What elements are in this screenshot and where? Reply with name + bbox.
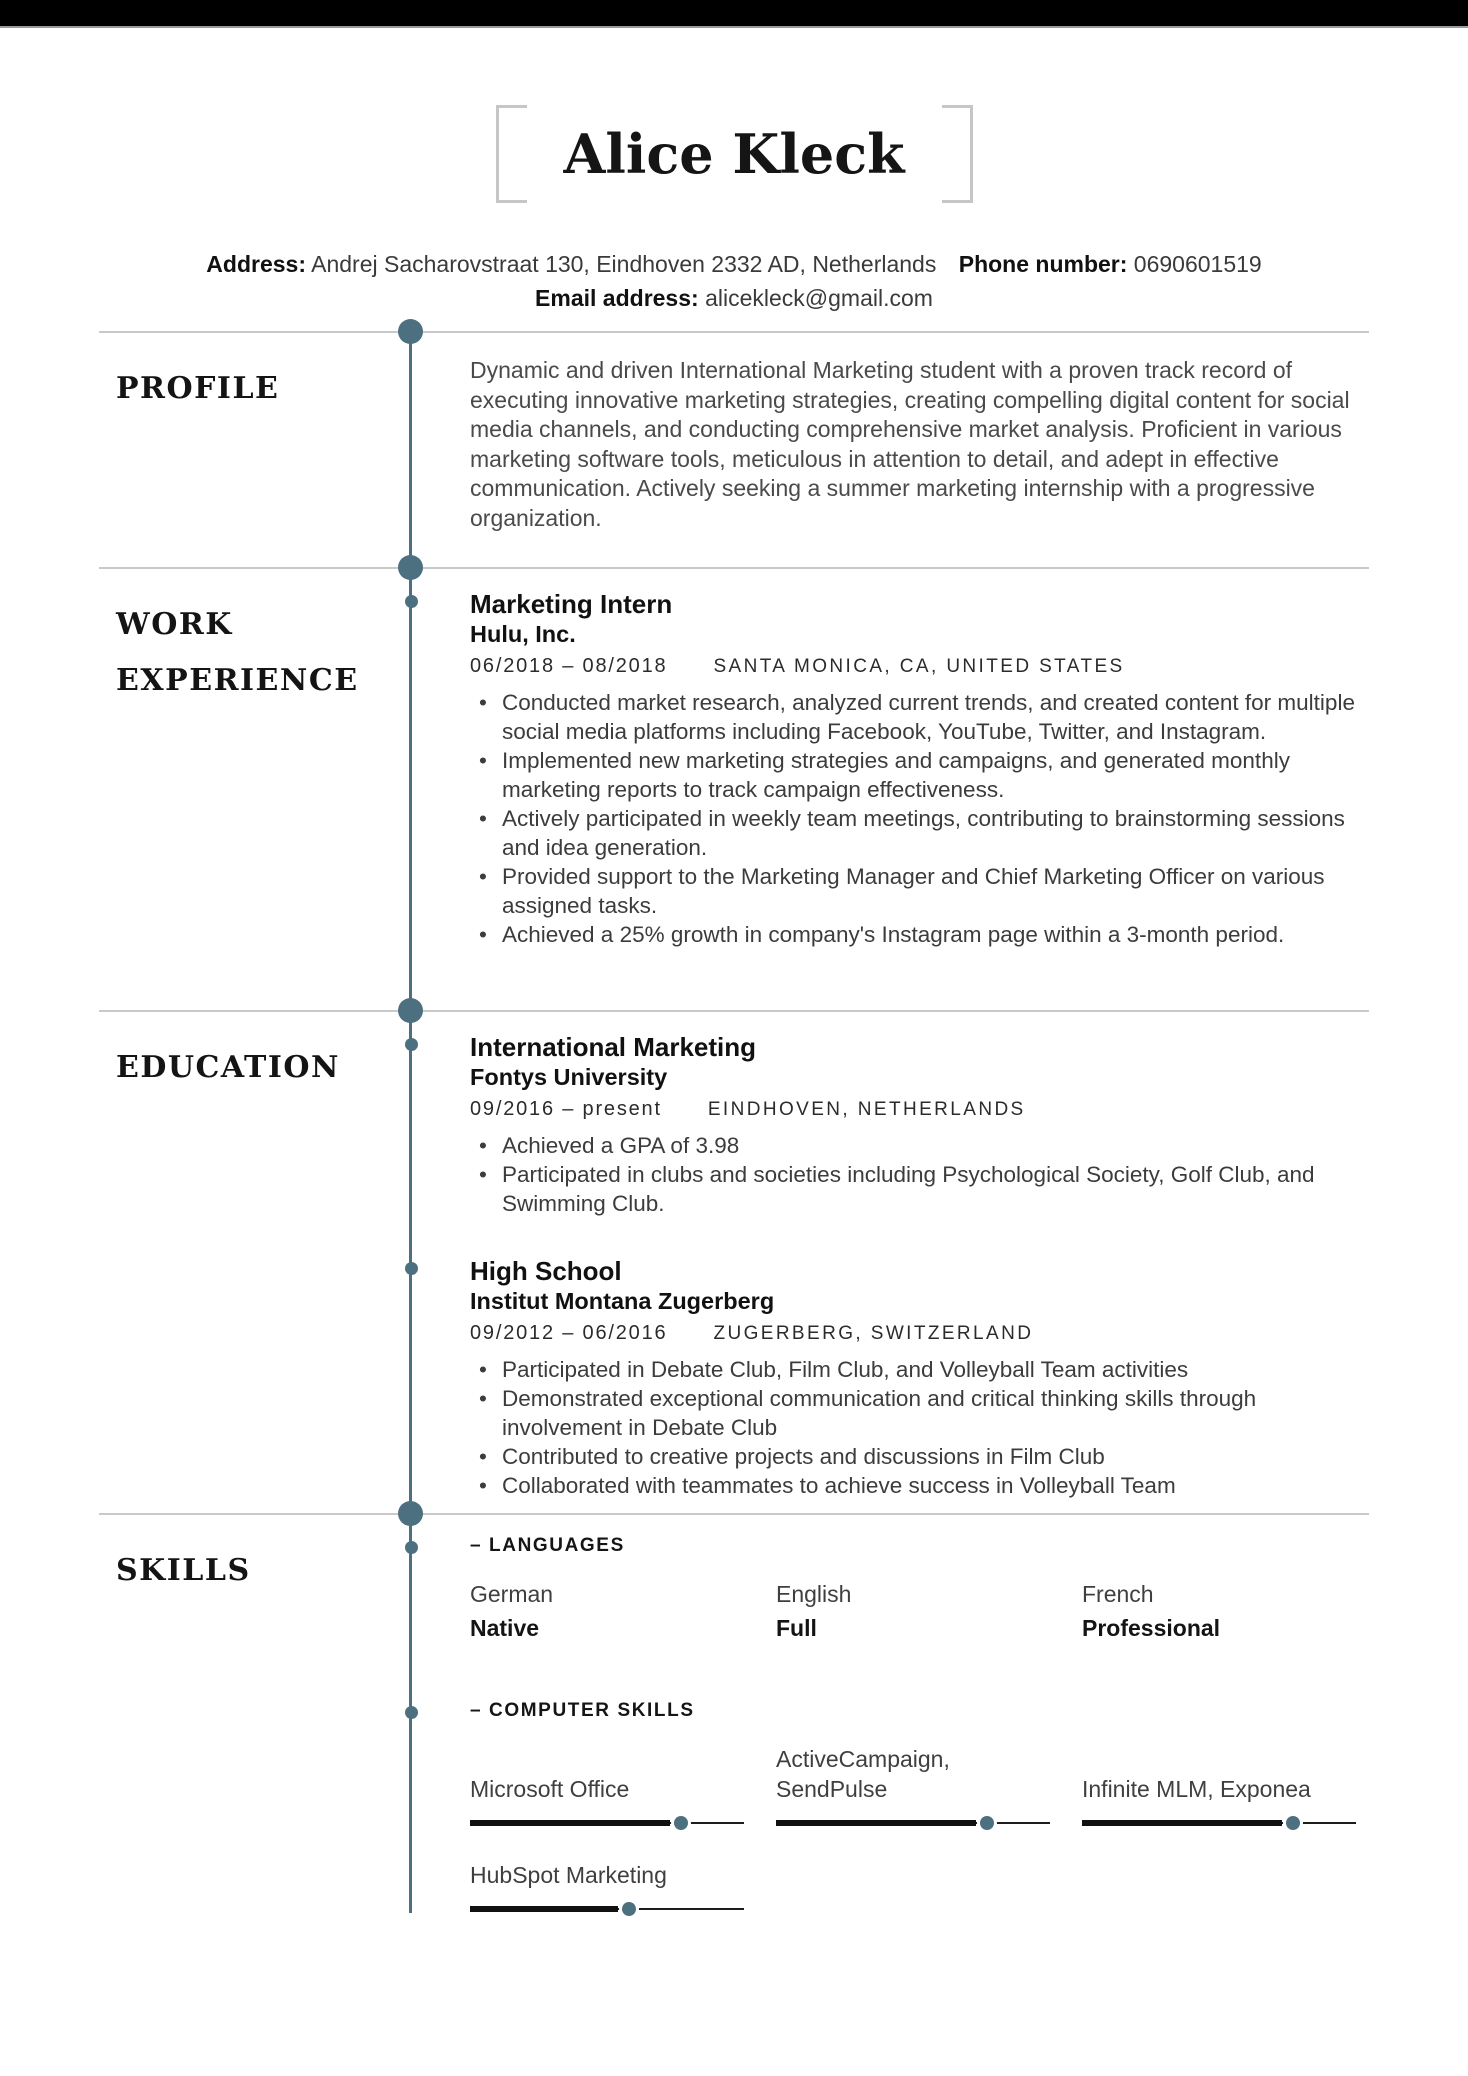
- computer-skills-header: – COMPUTER SKILLS: [470, 1700, 695, 1721]
- language-level: Native: [470, 1615, 540, 1641]
- languages-grid: [470, 1581, 1369, 1642]
- bullet-icon: •: [479, 1473, 487, 1498]
- language-level: Full: [776, 1615, 817, 1641]
- job-dates: 06/2018 – 08/2018: [470, 655, 668, 677]
- language-name: English: [776, 1581, 852, 1607]
- education-bullets: [470, 1355, 1369, 1500]
- timeline-entry-dot-icon: [405, 1706, 418, 1719]
- bullet-item: • Achieved a 25% growth in company's Instagram page within a 3-month period.: [470, 920, 1369, 949]
- bullet-item: • Achieved a GPA of 3.98: [470, 1131, 1369, 1160]
- bullet-item: • Provided support to the Marketing Manager and Chief Marketing Officer on various assigned tasks.: [470, 862, 1369, 920]
- bullet-item: • Collaborated with teammates to achieve success in Volleyball Team: [470, 1471, 1369, 1500]
- bullet-item: • Actively participated in weekly team meetings, contributing to brainstorming sessions and idea generation.: [470, 804, 1369, 862]
- skill-bar-dot-icon: [1286, 1816, 1300, 1830]
- name-box: [496, 105, 973, 203]
- timeline-node-icon: [398, 1501, 423, 1526]
- skill-level-bar: [1082, 1815, 1356, 1830]
- timeline-node-icon: [398, 998, 423, 1023]
- skill-bar-dot-icon: [622, 1902, 636, 1916]
- skill-bar-fill: [1082, 1820, 1282, 1826]
- bullet-item: • Participated in clubs and societies including Psychological Society, Golf Club, and Swimming Club.: [470, 1160, 1369, 1218]
- education-dates: 09/2012 – 06/2016: [470, 1322, 668, 1344]
- language-name: French: [1082, 1581, 1154, 1607]
- timeline-entry-dot-icon: [405, 1038, 418, 1051]
- skill-name: ActiveCampaign,: [776, 1746, 950, 1772]
- job-bullets: [470, 688, 1369, 949]
- bullet-icon: •: [479, 1162, 487, 1187]
- phone-label: Phone number:: [958, 251, 1128, 277]
- education-entry: [470, 1032, 1369, 1218]
- right-bracket-icon: [942, 105, 973, 203]
- skill-level-bar: [470, 1901, 744, 1916]
- computer-skill-item: [1082, 1774, 1388, 1830]
- job-title: Marketing Intern: [470, 589, 673, 619]
- languages-block: [470, 1535, 1369, 1642]
- contact-line-1: [0, 247, 1468, 281]
- bullet-item: • Demonstrated exceptional communication and critical thinking skills through involvement in Debate Club: [470, 1384, 1369, 1442]
- job-location: SANTA MONICA, CA, UNITED STATES: [713, 656, 1125, 677]
- language-item: [1082, 1581, 1388, 1642]
- skill-bar-fill: [776, 1820, 976, 1826]
- education-location: EINDHOVEN, NETHERLANDS: [707, 1099, 1026, 1120]
- bullet-icon: •: [479, 1386, 487, 1411]
- skill-bar-fill: [470, 1906, 618, 1912]
- computer-skill-item: [470, 1774, 776, 1830]
- bullet-item: • Conducted market research, analyzed current trends, and created content for multiple social media platforms including Facebook, YouTube, Twitter, and Instagram.: [470, 688, 1369, 746]
- address-label: Address:: [206, 251, 306, 277]
- section-education: [99, 1010, 1369, 1513]
- computer-skills-block: [470, 1700, 1369, 1916]
- contact-line-2: [0, 281, 1468, 315]
- timeline-entry-dot-icon: [405, 1262, 418, 1275]
- computer-skills-grid: [470, 1744, 1369, 1916]
- top-black-bar: [0, 0, 1468, 28]
- company-name: Hulu, Inc.: [470, 621, 576, 647]
- computer-skill-item: [470, 1860, 776, 1916]
- work-entry: [470, 589, 1369, 949]
- bullet-icon: •: [479, 1444, 487, 1469]
- language-item: [776, 1581, 1082, 1642]
- education-entry: [470, 1256, 1369, 1500]
- skill-name: SendPulse: [776, 1776, 888, 1802]
- section-title-education: EDUCATION: [116, 1050, 340, 1085]
- email-value: alicekleck@gmail.com: [705, 285, 933, 311]
- education-dates: 09/2016 – present: [470, 1098, 662, 1120]
- skill-bar-dot-icon: [980, 1816, 994, 1830]
- school-name: Institut Montana Zugerberg: [470, 1288, 775, 1314]
- address-value: Andrej Sacharovstraat 130, Eindhoven 2332 AD, Netherlands: [311, 251, 937, 277]
- dateline: [470, 1322, 1369, 1345]
- bullet-icon: •: [479, 864, 487, 889]
- timeline-node-icon: [398, 555, 423, 580]
- bullet-item: • Contributed to creative projects and discussions in Film Club: [470, 1442, 1369, 1471]
- contact-block: [0, 247, 1468, 315]
- resume-body: [99, 331, 1369, 2056]
- section-work-experience: [99, 567, 1369, 1010]
- education-location: ZUGERBERG, SWITZERLAND: [713, 1323, 1034, 1344]
- dateline: [470, 655, 1369, 678]
- bullet-item: • Participated in Debate Club, Film Club, and Volleyball Team activities: [470, 1355, 1369, 1384]
- education-bullets: [470, 1131, 1369, 1218]
- bullet-icon: •: [479, 690, 487, 715]
- language-name: German: [470, 1581, 554, 1607]
- skill-name: Infinite MLM, Exponea: [1082, 1776, 1311, 1802]
- email-label: Email address:: [535, 285, 699, 311]
- profile-text: Dynamic and driven International Marketing student with a proven track record of executing innovative marketing strategies, creating compelling digital content for social media channels, and conducting comprehensive market analysis. Proficient in various marketing software tools, meticulous in attention to detail, and adept in effective communication. Actively seeking a summer marketing internship with a progressive organization.: [470, 357, 1350, 531]
- bullet-icon: •: [479, 806, 487, 831]
- school-name: Fontys University: [470, 1064, 668, 1090]
- section-profile: [99, 331, 1369, 567]
- phone-value: 0690601519: [1133, 251, 1262, 277]
- degree-title: High School: [470, 1256, 622, 1286]
- bullet-icon: •: [479, 1357, 487, 1382]
- timeline-entry-dot-icon: [405, 1541, 418, 1554]
- bullet-icon: •: [479, 922, 487, 947]
- degree-title: International Marketing: [470, 1032, 757, 1062]
- skill-level-bar: [470, 1815, 744, 1830]
- skill-bar-dot-icon: [674, 1816, 688, 1830]
- bullet-icon: •: [479, 1133, 487, 1158]
- skill-name: Microsoft Office: [470, 1776, 630, 1802]
- skill-bar-fill: [470, 1820, 670, 1826]
- computer-skill-item: [776, 1744, 1082, 1830]
- section-title-profile: PROFILE: [116, 371, 280, 406]
- bullet-icon: •: [479, 748, 487, 773]
- language-level: Professional: [1082, 1615, 1221, 1641]
- timeline-entry-dot-icon: [405, 595, 418, 608]
- dateline: [470, 1098, 1369, 1121]
- language-item: [470, 1581, 776, 1642]
- bullet-item: • Implemented new marketing strategies and campaigns, and generated monthly marketing reports to track campaign effectiveness.: [470, 746, 1369, 804]
- candidate-name: Alice Kleck: [563, 122, 905, 186]
- languages-header: – LANGUAGES: [470, 1535, 625, 1556]
- left-bracket-icon: [496, 105, 527, 203]
- skill-name: HubSpot Marketing: [470, 1862, 667, 1888]
- timeline-node-icon: [398, 319, 423, 344]
- resume-header: [0, 105, 1468, 315]
- section-title-skills: SKILLS: [116, 1553, 251, 1588]
- section-skills: [99, 1513, 1369, 2051]
- skill-level-bar: [776, 1815, 1050, 1830]
- section-title-work: WORK EXPERIENCE: [116, 607, 359, 698]
